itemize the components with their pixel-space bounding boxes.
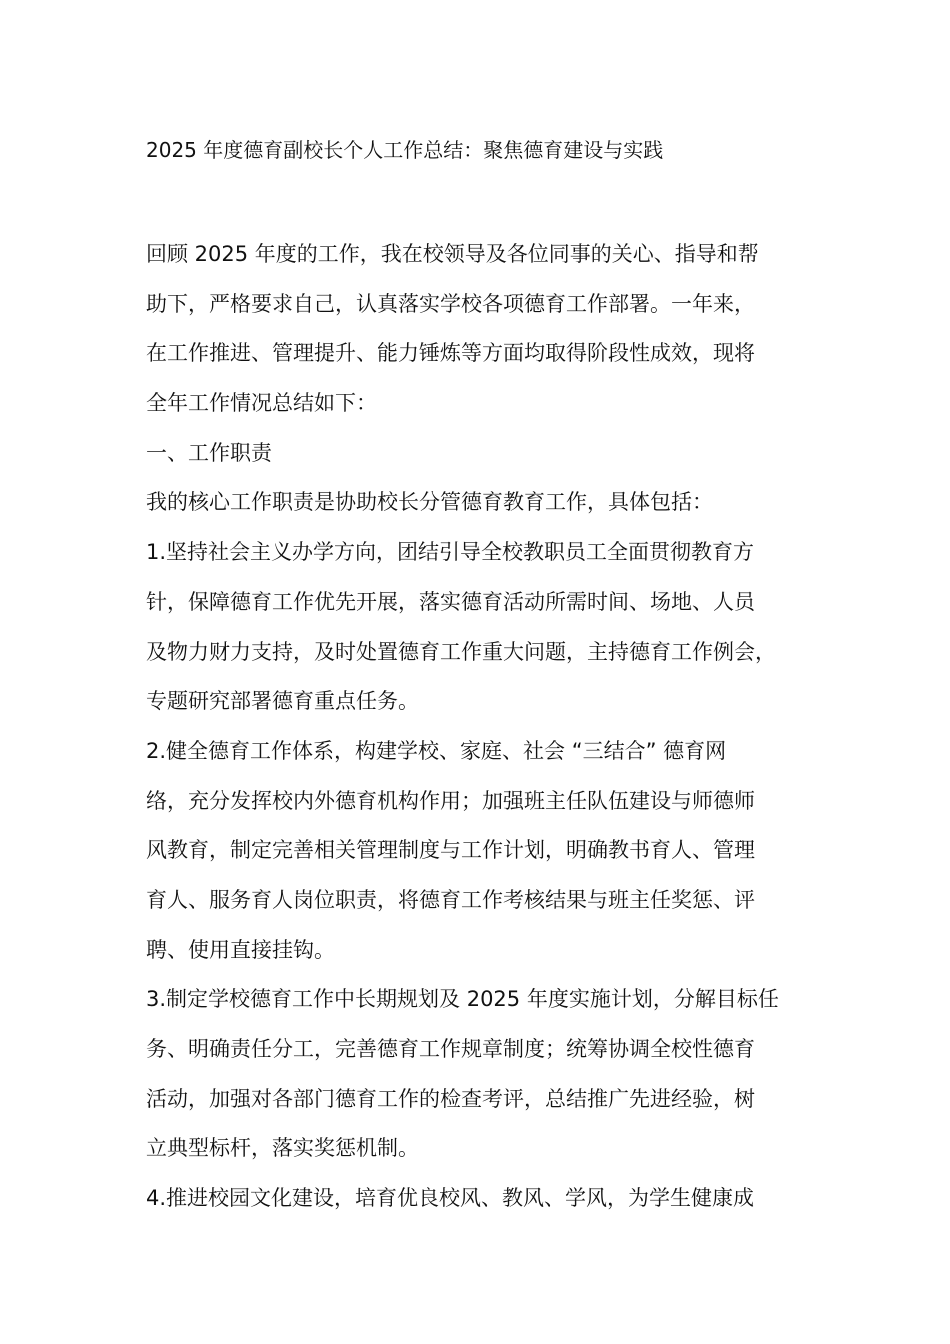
text-line: 风教育，制定完善相关管理制度与工作计划，明确教书育人、管理 xyxy=(146,838,755,863)
text-line: 聘、使用直接挂钩。 xyxy=(146,937,335,962)
text-line: 回顾 2025 年度的工作，我在校领导及各位同事的关心、指导和帮 xyxy=(146,242,759,266)
text-line: 我的核心工作职责是协助校长分管德育教育工作，具体包括： xyxy=(146,490,713,515)
text-line: 立典型标杆，落实奖惩机制。 xyxy=(146,1136,419,1161)
document-title: 2025 年度德育副校长个人工作总结：聚焦德育建设与实践 xyxy=(146,138,664,162)
text-line: 2.健全德育工作体系，构建学校、家庭、社会 “三结合” 德育网 xyxy=(146,738,727,763)
text-line: 全年工作情况总结如下： xyxy=(146,391,377,416)
text-line: 1.坚持社会主义办学方向，团结引导全校教职员工全面贯彻教育方 xyxy=(146,540,755,565)
text-line: 育人、服务育人岗位职责，将德育工作考核结果与班主任奖惩、评 xyxy=(146,887,755,912)
text-line: 助下，严格要求自己，认真落实学校各项德育工作部署。一年来， xyxy=(146,291,755,316)
text-line: 务、明确责任分工，完善德育工作规章制度；统筹协调全校性德育 xyxy=(146,1037,755,1061)
text-line: 及物力财力支持，及时处置德育工作重大问题，主持德育工作例会， xyxy=(146,639,776,664)
text-line: 络，充分发挥校内外德育机构作用；加强班主任队伍建设与师德师 xyxy=(146,788,755,813)
text-line: 一、工作职责 xyxy=(146,440,272,465)
document-body xyxy=(146,230,826,1224)
text-line: 针，保障德育工作优先开展，落实德育活动所需时间、场地、人员 xyxy=(146,589,755,614)
text-line: 4.推进校园文化建设，培育优良校风、教风、学风，为学生健康成 xyxy=(146,1186,755,1211)
text-line: 活动，加强对各部门德育工作的检查考评，总结推广先进经验，树 xyxy=(146,1086,755,1111)
text-line: 3.制定学校德育工作中长期规划及 2025 年度实施计划，分解目标任 xyxy=(146,987,779,1012)
text-line: 在工作推进、管理提升、能力锤炼等方面均取得阶段性成效，现将 xyxy=(146,341,755,366)
text-line: 专题研究部署德育重点任务。 xyxy=(146,689,419,714)
